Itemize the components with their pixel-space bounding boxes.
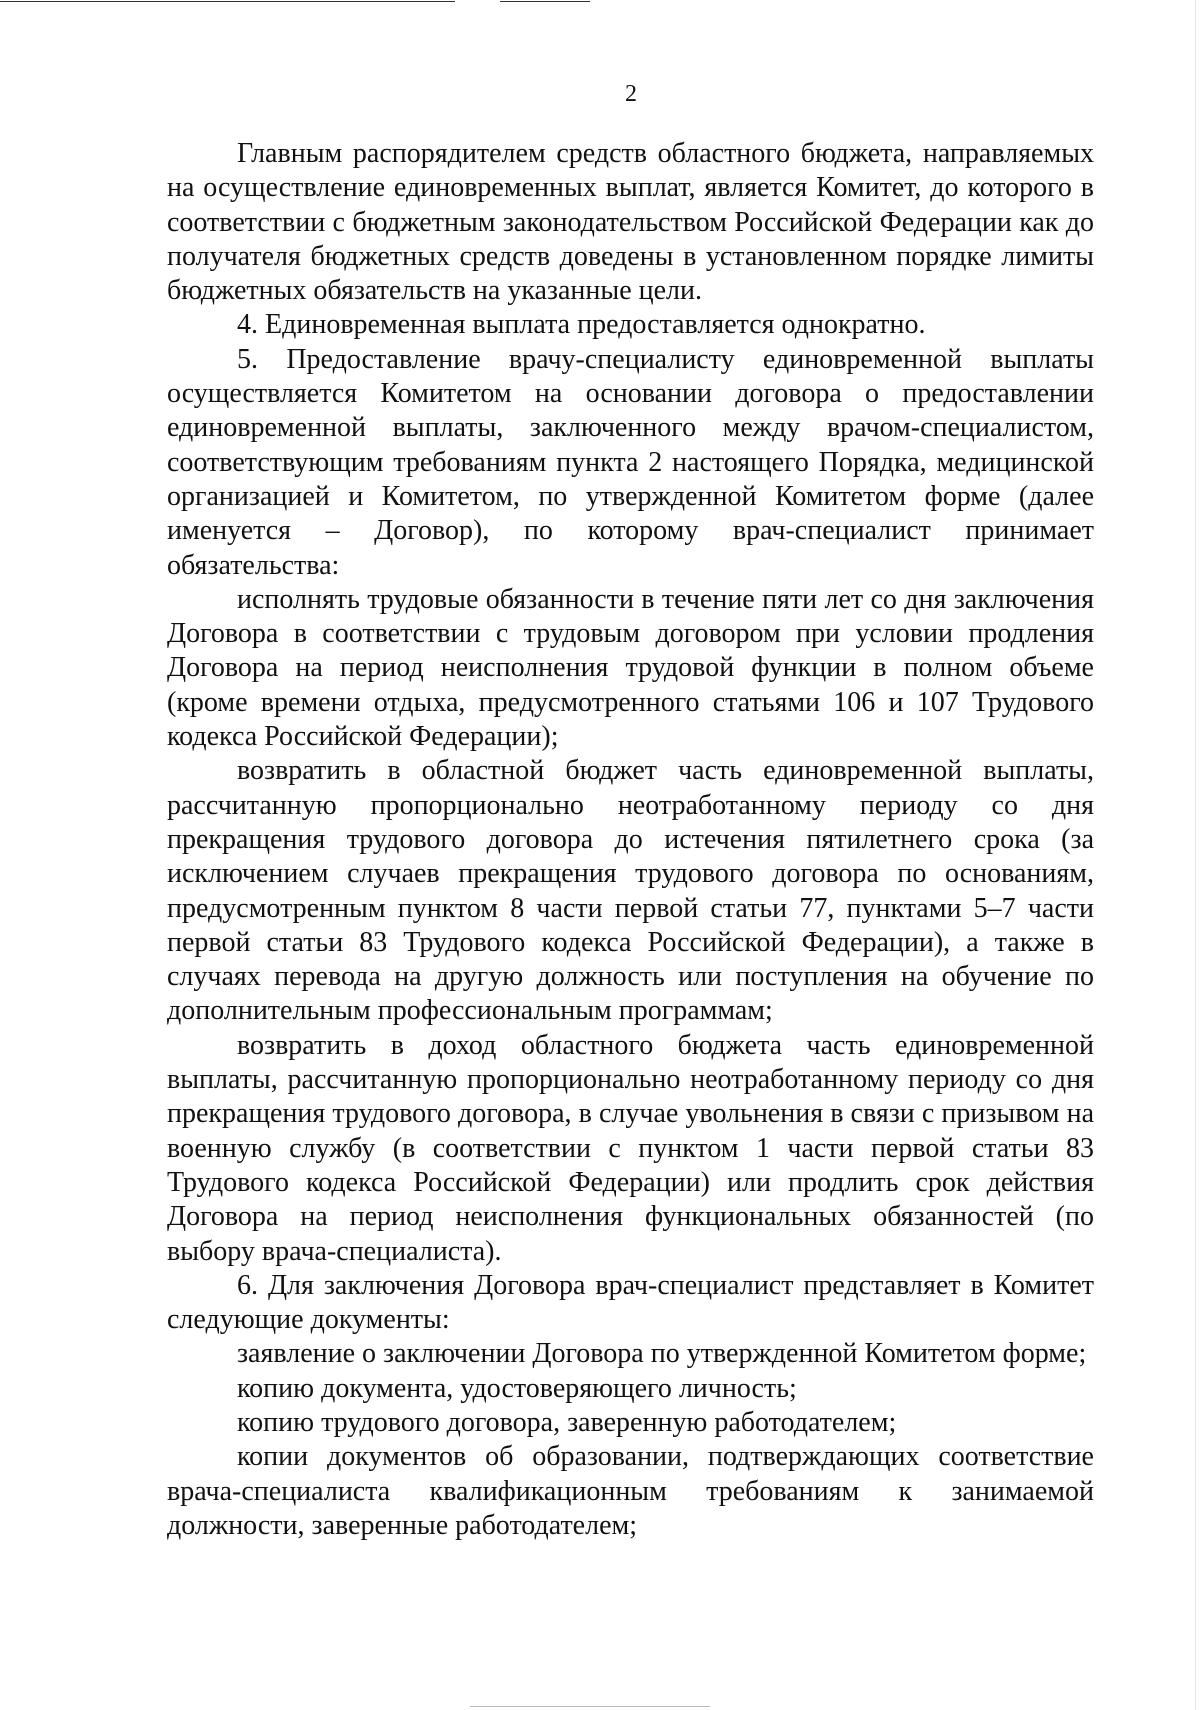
scan-artifact-edge: [1195, 0, 1196, 1710]
paragraph-obligation-return: возвратить в областной бюджет часть единовременной выплаты, рассчитанную пропорционально неотработанному периоду со дня прекращения трудового договора до истечения пятилетнего срока (за исключением случаев прекращения трудового договора по основаниям, предусмотренным пунктом 8 части первой статьи 77, пунктами 5–7 части первой статьи 83 Трудового кодекса Российской Федерации), а также в случаях перевода на другую должность или поступления на обучение по дополнительным профессиональным программам;: [167, 755, 1094, 1027]
document-body: [167, 137, 1094, 1543]
paragraph-item-4: 4. Единовременная выплата предоставляется однократно.: [237, 309, 926, 341]
scan-artifact-top-line: [0, 1, 455, 2]
paragraph-item-6: 6. Для заключения Договора врач-специалист представляет в Комитет следующие документы:: [167, 1269, 1094, 1336]
paragraph-obligation-military: возвратить в доход областного бюджета часть единовременной выплаты, рассчитанную пропорционально неотработанному периоду со дня прекращения трудового договора, в случае увольнения в связи с призывом на военную службу (в соответствии с пунктом 1 части первой статьи 83 Трудового кодекса Российской Федерации) или продлить срок действия Договора на период неисполнения функциональных обязанностей (по выбору врача-специалиста).: [167, 1029, 1094, 1267]
paragraph-doc-identity: копию документа, удостоверяющего личность;: [237, 1372, 797, 1404]
paragraph-obligation-work: исполнять трудовые обязанности в течение пяти лет со дня заключения Договора в соответствии с трудовым договором при условии продления Договора на период неисполнения трудовой функции в полном объеме (кроме времени отдыха, предусмотренного статьями 106 и 107 Трудового кодекса Российской Федерации);: [167, 583, 1094, 753]
paragraph-doc-education: копии документов об образовании, подтверждающих соответствие врача-специалиста квалификационным требованиям к занимаемой должности, заверенные работодателем;: [167, 1441, 1094, 1541]
paragraph-doc-application: заявление о заключении Договора по утвержденной Комитетом форме;: [237, 1338, 1087, 1370]
scan-artifact-bottom-line: [470, 1706, 710, 1707]
page-number: 2: [625, 81, 637, 107]
scan-artifact-top-line-short: [500, 1, 590, 2]
paragraph-doc-labor-contract: копию трудового договора, заверенную работодателем;: [237, 1406, 897, 1438]
paragraph-budget-manager: Главным распорядителем средств областного бюджета, направляемых на осуществление единовременных выплат, является Комитет, до которого в соответствии с бюджетным законодательством Российской Федерации как до получателя бюджетных средств доведены в установленном порядке лимиты бюджетных обязательств на указанные цели.: [167, 138, 1094, 307]
paragraph-item-5: 5. Предоставление врачу-специалисту единовременной выплаты осуществляется Комитетом на основании договора о предоставлении единовременной выплаты, заключенного между врачом-специалистом, соответствующим требованиям пункта 2 настоящего Порядка, медицинской организацией и Комитетом, по утвержденной Комитетом форме (далее именуется – Договор), по которому врач-специалист принимает обязательства:: [167, 343, 1094, 581]
